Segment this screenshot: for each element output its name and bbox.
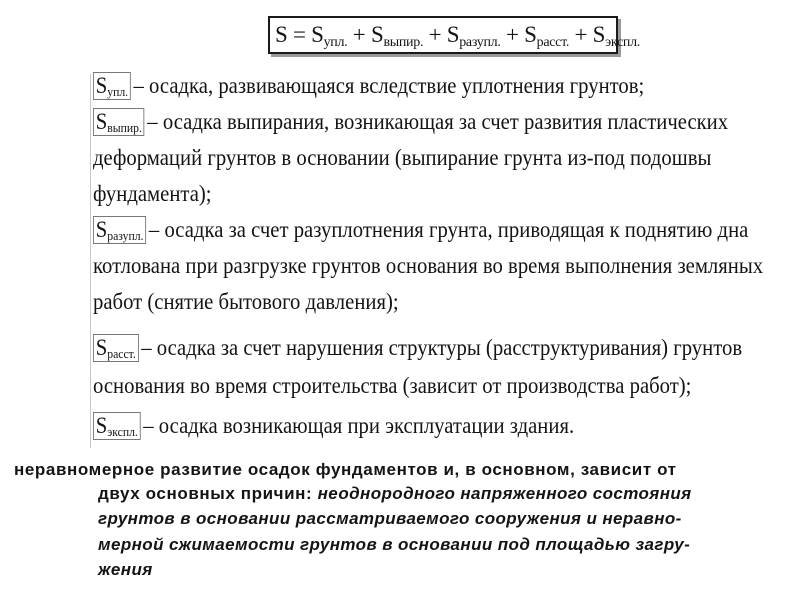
- definition-symbol: $S_{выпир.}$: [93, 108, 145, 136]
- definition-line: $S_{экспл.}$ – осадка возникающая при эксплуатации здания.: [93, 408, 574, 444]
- uneven-settlement-paragraph: [0, 454, 800, 600]
- paragraph-line: двух основных причин: неоднородного напряженного состояния: [98, 484, 692, 503]
- formula-lhs: S: [275, 22, 288, 47]
- paragraph-line: мерной сжимаемости грунтов в основании под площадью загру-: [98, 535, 691, 554]
- settlement-definitions: [80, 68, 780, 454]
- formula-term: $S_{разупл.}$: [446, 22, 501, 50]
- definition-line: фундамента);: [93, 181, 212, 206]
- definition-line: $S_{упл.}$ – осадка, развивающаяся вследствие уплотнения грунтов;: [93, 68, 644, 104]
- definition-line: основания во время строительства (зависит от производства работ);: [93, 373, 692, 398]
- formula-term: $S_{выпир.}$: [370, 22, 424, 50]
- definition-symbol: $S_{упл.}$: [93, 72, 131, 100]
- definition-symbol: $S_{экспл.}$: [93, 412, 141, 440]
- settlement-formula: $S = S_{упл.} + S_{выпир.} + S_{разупл.} + S_{расст.} + S_{экспл.}$: [268, 16, 618, 54]
- definition-line: $S_{выпир.}$ – осадка выпирания, возникающая за счет развития пластических: [93, 104, 728, 140]
- definition-line: котлована при разгрузке грунтов основания во время выполнения земляных: [93, 253, 764, 278]
- definition-symbol: $S_{разупл.}$: [93, 216, 146, 244]
- formula-term: $S_{упл.}$: [311, 22, 348, 50]
- definition-symbol: $S_{расст.}$: [93, 334, 139, 362]
- definition-line: $S_{расст.}$ – осадка за счет нарушения структуры (расструктуривания) грунтов: [93, 330, 742, 366]
- definition-line: деформаций грунтов в основании (выпирание грунта из-под подошвы: [93, 145, 712, 170]
- definition-line: $S_{разупл.}$ – осадка за счет разуплотнения грунта, приводящая к поднятию дна: [93, 212, 748, 248]
- definition-line: работ (снятие бытового давления);: [93, 289, 399, 314]
- formula-term: $S_{расст.}$: [524, 22, 570, 50]
- formula-term: $S_{экспл.}$: [592, 22, 640, 50]
- paragraph-line: неравномерное развитие осадок фундаментов и, в основном, зависит от: [14, 460, 677, 479]
- margin-rule: [90, 74, 91, 448]
- paragraph-line: грунтов в основании рассматриваемого сооружения и неравно-: [98, 509, 682, 528]
- paragraph-line: жения: [98, 560, 153, 579]
